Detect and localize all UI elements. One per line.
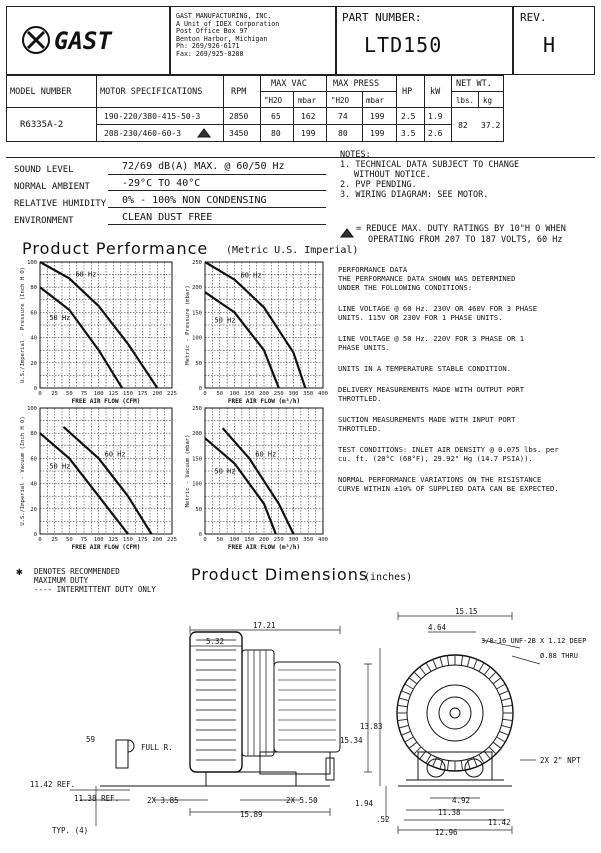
derate-note: = REDUCE MAX. DUTY RATINGS BY 10"H O WHEN <box>356 224 566 234</box>
y-tick-label: 40 <box>30 335 37 342</box>
dim-label: 11.38 REF. <box>74 794 120 803</box>
unit-h2o: "H2O <box>264 96 283 105</box>
dim-label: 3/8-16 UNF-2B X 1.12 DEEP <box>481 637 587 645</box>
part-number-label: PART NUMBER: <box>342 11 422 24</box>
dim-label: 2X 3.85 <box>147 796 179 805</box>
x-axis-label: FREE AIR FLOW (CFM) <box>71 544 141 551</box>
dimensions-title: Product Dimensions <box>191 565 369 584</box>
x-axis-label: FREE AIR FLOW (m³/h) <box>227 398 301 405</box>
unit-lbs: lbs. <box>456 96 475 105</box>
model-number: R6335A-2 <box>20 120 64 130</box>
rev-label: REV. <box>520 11 547 24</box>
x-tick-label: 200 <box>152 391 163 397</box>
x-tick-label: 250 <box>273 537 284 543</box>
part-number: LTD150 <box>364 33 443 57</box>
dim-label: 2X 5.50 <box>286 796 318 805</box>
cond-value: 72/69 dB(A) MAX. @ 60/50 Hz <box>122 161 285 172</box>
cond-label: RELATIVE HUMIDITY <box>14 199 107 209</box>
side-view <box>100 632 340 786</box>
performance-title: Product Performance <box>22 239 209 258</box>
y-tick-label: 50 <box>195 360 202 367</box>
x-tick-label: 100 <box>229 537 240 543</box>
x-tick-label: 300 <box>288 537 299 543</box>
col-rpm: RPM <box>231 87 247 97</box>
x-axis-label: FREE AIR FLOW (CFM) <box>71 398 141 405</box>
notes-title: NOTES: <box>340 150 371 160</box>
series-label: 50 Hz <box>214 467 236 476</box>
col-hp: HP <box>402 87 413 97</box>
y-tick-label: 200 <box>192 431 202 438</box>
y-tick-label: 0 <box>33 532 37 538</box>
dim-label: 15.15 <box>455 607 478 616</box>
unit-h2o: "H2O <box>331 96 350 105</box>
dim-label: 15.89 <box>240 810 263 819</box>
company-address: GAST MANUFACTURING, INC. A Unit of IDEX Corporation Post Office Box 97 Benton Harbor, Michigan Ph: 269/926-6171 Fax: 269/925-8288 <box>176 12 280 58</box>
y-axis-label: Metric - Pressure (mbar) <box>185 285 191 365</box>
x-tick-label: 200 <box>259 391 269 397</box>
dim-label: 17.21 <box>253 621 276 630</box>
y-tick-label: 40 <box>30 481 37 488</box>
y-tick-label: 150 <box>192 456 202 463</box>
dim-label: 1.94 <box>355 799 374 808</box>
col-maxvac: MAX VAC <box>271 79 307 89</box>
x-tick-label: 250 <box>273 391 284 397</box>
press-h2o-1: 74 <box>338 112 348 121</box>
kw-2: 2.6 <box>428 129 443 138</box>
cond-value: CLEAN DUST FREE <box>122 212 213 223</box>
x-tick-label: 175 <box>137 537 148 543</box>
x-tick-label: 100 <box>93 537 104 543</box>
x-tick-label: 25 <box>51 391 58 397</box>
kw-1: 1.9 <box>428 112 443 121</box>
cond-label: SOUND LEVEL <box>14 165 74 175</box>
front-view <box>397 655 513 786</box>
x-tick-label: 0 <box>38 391 42 397</box>
x-axis-label: FREE AIR FLOW (m³/h) <box>227 544 301 551</box>
y-tick-label: 20 <box>30 360 37 367</box>
hp-2: 3.5 <box>401 129 416 138</box>
dim-label: .52 <box>376 815 390 824</box>
series-label: 50 Hz <box>214 316 236 325</box>
x-tick-label: 25 <box>51 537 58 543</box>
perf-block: LINE VOLTAGE @ 60 Hz. 230V OR 460V FOR 3 PHASE UNITS. 115V OR 230V FOR 1 PHASE UNITS. <box>338 304 538 322</box>
notes: NOTES: 1. TECHNICAL DATA SUBJECT TO CHANGE WITHOUT NOTICE. 2. PVP PENDING. 3. WIRING DIAGRAM: SEE MOTOR. <box>340 150 520 200</box>
x-tick-label: 125 <box>108 391 119 397</box>
dim-label: 4.92 <box>452 796 471 805</box>
col-netwt: NET WT. <box>456 79 492 89</box>
x-tick-label: 350 <box>303 537 314 543</box>
dim-label: Ø.88 THRU <box>540 652 578 660</box>
y-tick-label: 100 <box>192 481 202 488</box>
perf-block: LINE VOLTAGE @ 50 Hz. 220V FOR 3 PHASE OR 1 PHASE UNITS. <box>338 334 525 352</box>
press-mbar-1: 199 <box>370 112 385 121</box>
dim-label: FULL R. <box>141 743 173 752</box>
y-axis-label: Metric - Vacuum (mbar) <box>185 434 191 508</box>
dim-label: 13.83 <box>360 722 383 731</box>
y-tick-label: 250 <box>192 406 202 412</box>
x-tick-label: 0 <box>38 537 42 543</box>
x-tick-label: 200 <box>152 537 163 543</box>
x-tick-label: 400 <box>318 391 328 397</box>
vac-mbar-1: 162 <box>301 112 316 121</box>
perf-block: TEST CONDITIONS: INLET AIR DENSITY @ 0.075 lbs. per cu. ft. (20°C (68°F), 29.92" Hg (14.7 PSIA)). <box>338 445 559 463</box>
x-tick-label: 100 <box>93 391 104 397</box>
col-model: MODEL NUMBER <box>10 87 72 97</box>
y-tick-label: 100 <box>27 406 37 412</box>
dim-label: 5.32 <box>206 637 225 646</box>
unit-kg: kg <box>483 96 493 105</box>
y-tick-label: 60 <box>30 456 37 463</box>
dim-label: 2X 2" NPT <box>540 756 581 765</box>
rpm-2: 3450 <box>229 129 249 138</box>
dim-label: 59 <box>86 735 96 744</box>
x-tick-label: 200 <box>259 537 269 543</box>
rev-value: H <box>543 33 556 57</box>
y-tick-label: 50 <box>195 506 202 513</box>
dim-label: 4.64 <box>428 623 447 632</box>
cond-label: ENVIRONMENT <box>14 216 74 226</box>
vac-mbar-2: 199 <box>301 129 316 138</box>
perf-block: PERFORMANCE DATA THE PERFORMANCE DATA SHOWN WAS DETERMINED UNDER THE FOLLOWING CONDITIONS: <box>338 265 516 292</box>
y-tick-label: 200 <box>192 285 202 292</box>
hp-1: 2.5 <box>401 112 416 121</box>
cond-label: NORMAL AMBIENT <box>14 182 90 192</box>
x-tick-label: 50 <box>216 537 224 543</box>
x-tick-label: 400 <box>318 537 328 543</box>
x-tick-label: 75 <box>80 391 88 397</box>
series-label: 50 Hz <box>49 313 71 322</box>
dim-label: 15.34 <box>340 736 363 745</box>
y-tick-label: 80 <box>30 431 37 438</box>
x-tick-label: 50 <box>216 391 224 397</box>
motor-spec-2: 208-230/460-60-3 <box>104 129 182 138</box>
weight-lbs: 82 <box>458 121 468 130</box>
series-label: 60 Hz <box>255 450 277 459</box>
cond-value: 0% - 100% NON CONDENSING <box>122 195 267 206</box>
series-label: 60 Hz <box>240 271 262 280</box>
x-tick-label: 125 <box>108 537 119 543</box>
x-tick-label: 150 <box>244 391 255 397</box>
x-tick-label: 225 <box>167 537 177 543</box>
dim-label: 12.96 <box>435 828 458 837</box>
x-tick-label: 350 <box>303 391 314 397</box>
unit-mbar: mbar <box>298 96 317 105</box>
duty-legend: DENOTES RECOMMENDED MAXIMUM DUTY ---- INTERMITTENT DUTY ONLY <box>34 567 156 594</box>
logo-text: GAST <box>54 27 112 55</box>
y-tick-label: 100 <box>27 260 37 266</box>
derate-note: OPERATING FROM 207 TO 187 VOLTS, 60 Hz <box>368 235 563 245</box>
dim-label: TYP. (4) <box>52 826 89 835</box>
perf-block: SUCTION MEASUREMENTS MADE WITH INPUT PORT THROTTLED. <box>338 415 516 433</box>
col-maxpress: MAX PRESS <box>333 79 380 89</box>
vac-h2o-2: 80 <box>271 129 281 138</box>
press-h2o-2: 80 <box>338 129 348 138</box>
x-tick-label: 50 <box>66 537 73 543</box>
x-tick-label: 300 <box>288 391 299 397</box>
y-tick-label: 60 <box>30 310 37 317</box>
series-label: 60 Hz <box>75 270 97 279</box>
y-tick-label: 0 <box>33 386 37 392</box>
col-kw: kW <box>430 87 441 97</box>
dim-label: 11.38 <box>438 808 461 817</box>
unit-mbar: mbar <box>366 96 385 105</box>
rpm-1: 2850 <box>229 112 249 121</box>
x-tick-label: 150 <box>244 537 255 543</box>
y-tick-label: 250 <box>192 260 202 266</box>
x-tick-label: 150 <box>123 537 133 543</box>
y-axis-label: U.S./Imperial - Pressure (Inch H O) <box>20 267 26 383</box>
vac-h2o-1: 65 <box>271 112 281 121</box>
x-tick-label: 100 <box>229 391 240 397</box>
y-tick-label: 20 <box>30 506 37 513</box>
perf-block: NORMAL PERFORMANCE VARIATIONS ON THE RISISTANCE CURVE WITHIN ±10% OF SUPPLIED DATA CAN BE EXPECTED. <box>338 475 559 493</box>
x-tick-label: 225 <box>167 391 177 397</box>
x-tick-label: 75 <box>80 537 88 543</box>
y-tick-label: 0 <box>198 532 202 538</box>
x-tick-label: 0 <box>203 537 207 543</box>
x-tick-label: 0 <box>203 391 207 397</box>
dim-label: 11.42 <box>488 818 511 827</box>
x-tick-label: 50 <box>66 391 73 397</box>
col-motor: MOTOR SPECIFICATIONS <box>100 87 203 97</box>
x-tick-label: 175 <box>137 391 148 397</box>
y-axis-label: U.S./Imperial - Vacuum (Inch H O) <box>20 416 26 526</box>
cond-value: -29°C TO 40°C <box>122 178 201 189</box>
perf-block: UNITS IN A TEMPERATURE STABLE CONDITION. <box>338 364 512 373</box>
y-tick-label: 150 <box>192 310 202 317</box>
y-tick-label: 80 <box>30 285 37 292</box>
performance-subtitle: (Metric U.S. Imperial) <box>226 245 359 256</box>
series-label: 60 Hz <box>104 450 126 459</box>
x-tick-label: 150 <box>123 391 133 397</box>
dimensions-subtitle: (inches) <box>364 572 413 583</box>
perf-block: DELIVERY MEASUREMENTS MADE WITH OUTPUT PORT THROTTLED. <box>338 385 525 403</box>
motor-spec-1: 190-220/380-415-50-3 <box>104 112 201 121</box>
weight-kg: 37.2 <box>481 121 501 130</box>
dim-label: 11.42 REF. <box>30 780 76 789</box>
y-tick-label: 0 <box>198 386 202 392</box>
asterisk-icon: ✱ <box>16 565 23 578</box>
press-mbar-2: 199 <box>370 129 385 138</box>
y-tick-label: 100 <box>192 335 202 342</box>
series-label: 50 Hz <box>49 462 71 471</box>
